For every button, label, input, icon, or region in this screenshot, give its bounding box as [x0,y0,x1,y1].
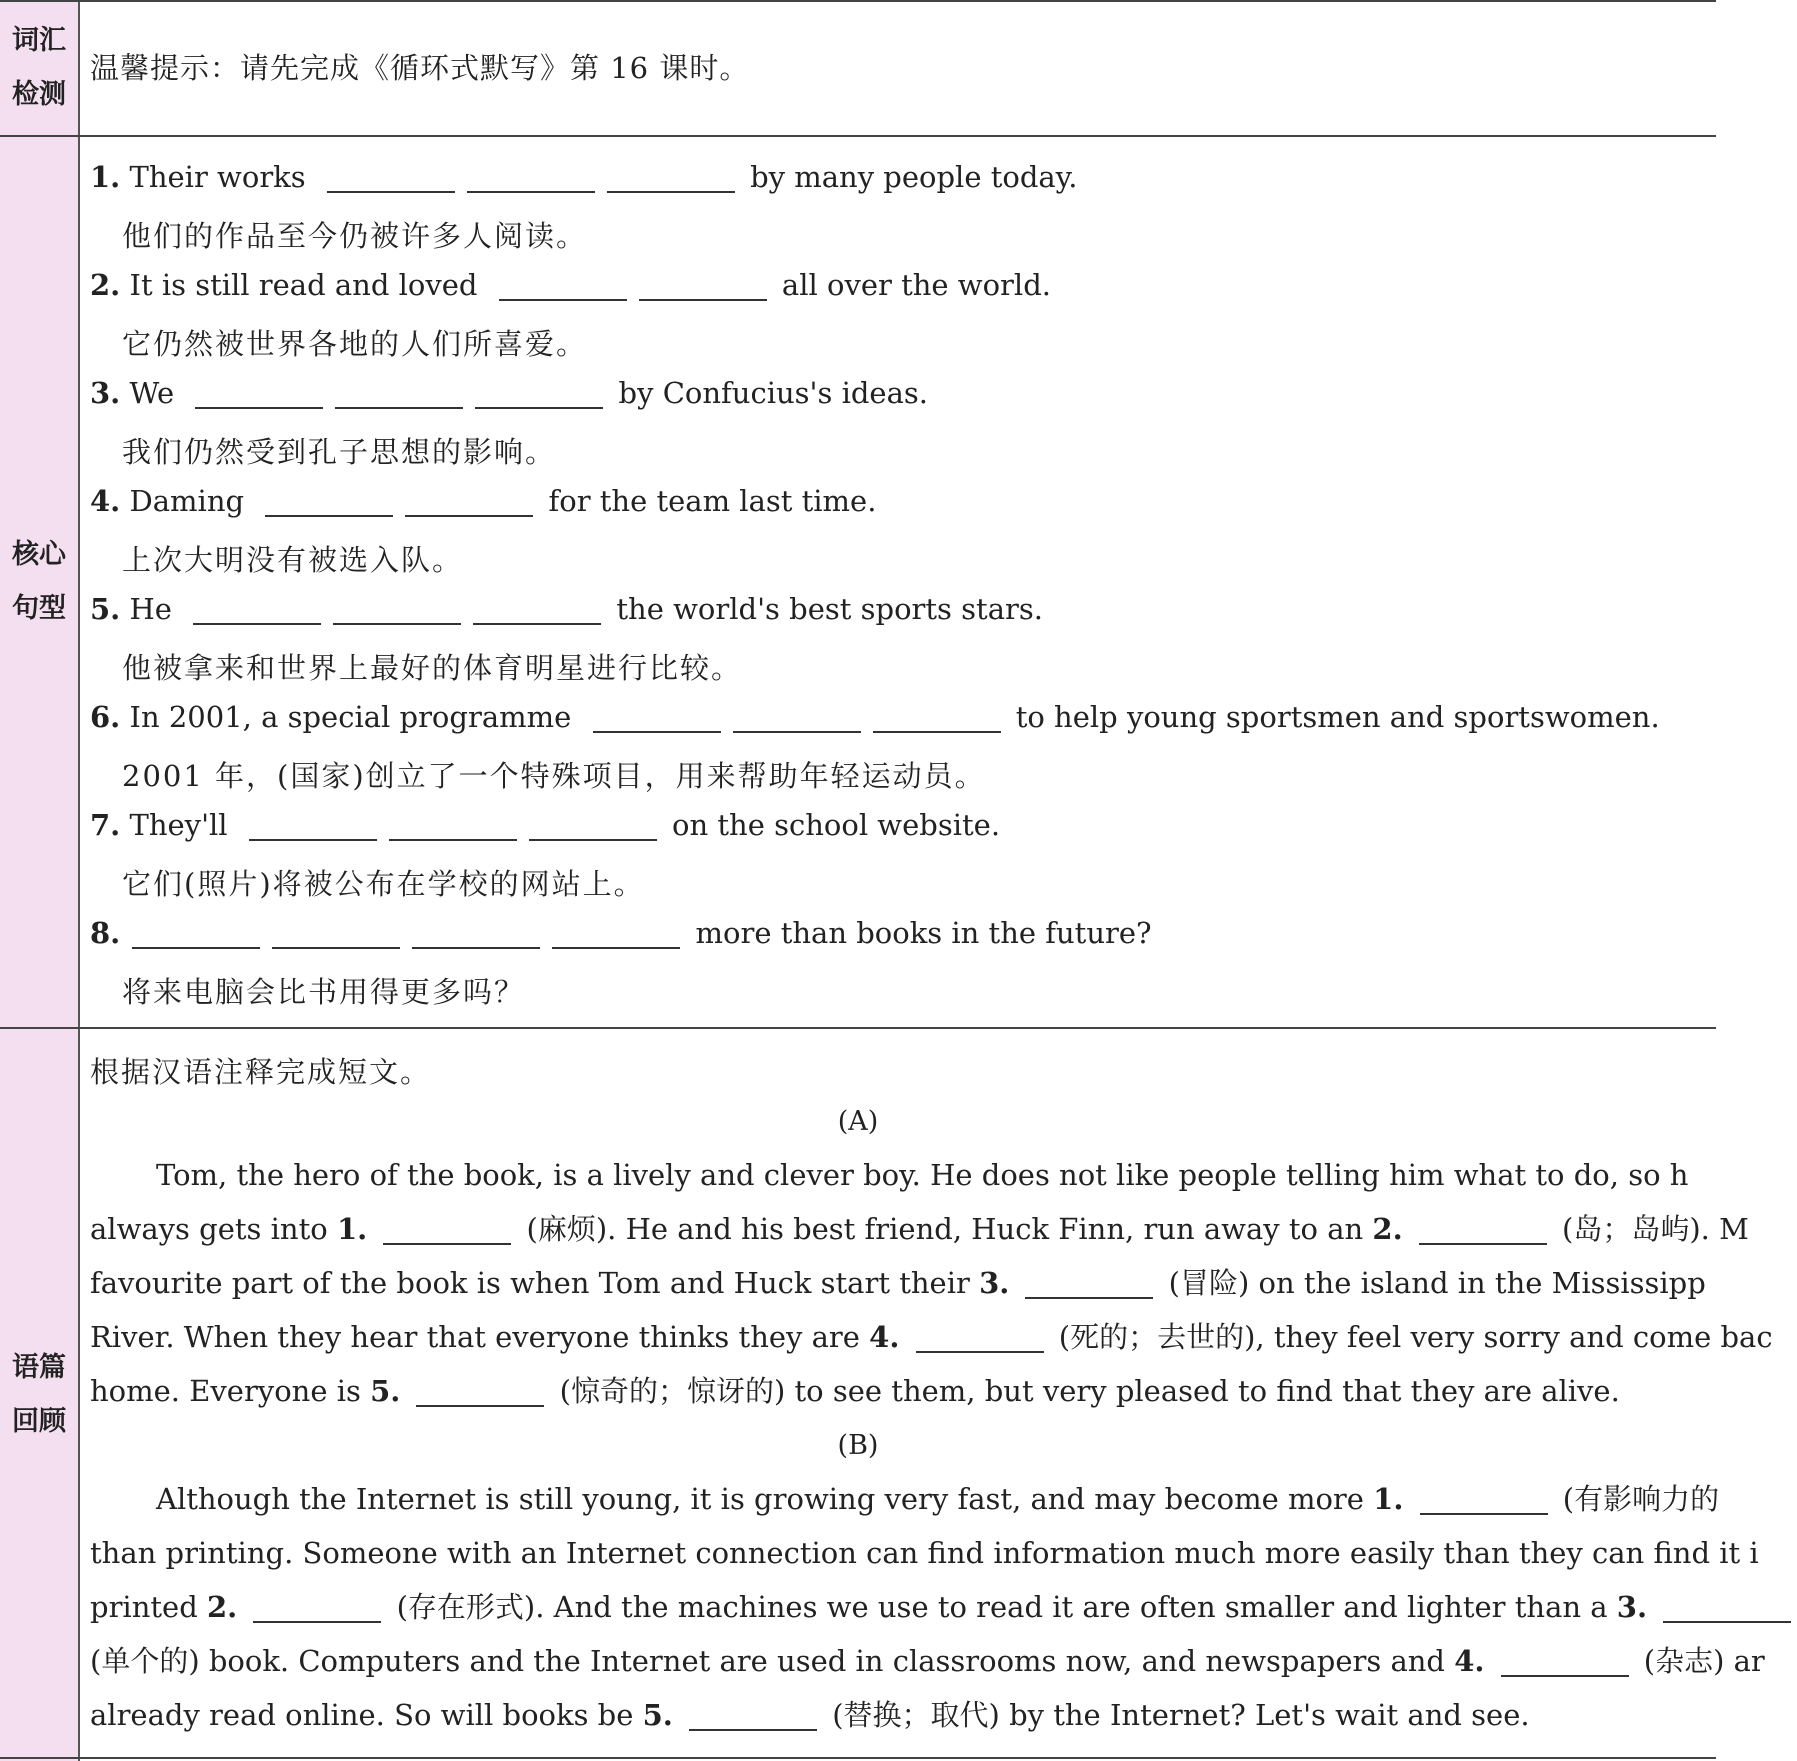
side-label-passage-line1: 语篇 [12,1351,66,1383]
answer-blank[interactable] [552,947,680,949]
item-number: 7. [90,808,121,842]
passage-line [90,1688,1730,1742]
side-label-vocab [0,0,80,136]
blank-number: 4. [869,1320,910,1354]
answer-blank[interactable] [1663,1621,1791,1623]
answer-blank[interactable] [132,947,260,949]
passage-text: (死的；去世的), they feel very sorry and come bac [1049,1320,1773,1354]
core-item [90,484,876,518]
blank-number: 5. [642,1698,683,1732]
answer-blank[interactable] [607,191,735,193]
item-text-after: on the school website. [662,808,1001,842]
answer-blank[interactable] [265,515,393,517]
item-translation: 它们(照片)将被公布在学校的网站上。 [122,867,645,901]
answer-blank[interactable] [475,407,603,409]
passage-text: Although the Internet is still young, it is growing very fast, and may become more [156,1482,1374,1516]
item-text-after: for the team last time. [539,484,877,518]
item-number: 3. [90,376,121,410]
passage-text: (存在形式). And the machines we use to read it are often smaller and lighter than a [387,1590,1617,1624]
passage-line [90,1364,1730,1418]
answer-blank[interactable] [467,191,595,193]
passage-a [90,1148,1773,1418]
core-item [90,592,1043,626]
passage-text: home. Everyone is [90,1374,371,1408]
passage-line [90,1634,1765,1688]
answer-blank[interactable] [873,731,1001,733]
passage-instruction: 根据汉语注释完成短文。 [90,1055,432,1089]
item-text-after: to help young sportsmen and sportswomen. [1006,700,1660,734]
reminder-tip: 温馨提示：请先完成《循环式默写》第 16 课时。 [90,51,750,85]
core-item [90,376,928,410]
passage-text: always gets into [90,1212,337,1246]
side-label-core-line1: 核心 [12,539,66,570]
item-text-before: We [120,376,184,410]
core-item [90,808,1000,842]
item-number: 2. [90,268,121,302]
answer-blank[interactable] [639,299,767,301]
side-label-passage-line2: 回顾 [12,1405,66,1437]
answer-blank[interactable] [1420,1513,1548,1515]
answer-blank[interactable] [249,839,377,841]
answer-blank[interactable] [193,623,321,625]
divider-vocab-core [0,135,1716,137]
passage-b [90,1472,1765,1742]
item-translation: 2001 年，(国家)创立了一个特殊项目，用来帮助年轻运动员。 [122,759,986,793]
item-number: 5. [90,592,121,626]
answer-blank[interactable] [689,1729,817,1731]
item-text-before: They'll [120,808,237,842]
item-translation: 上次大明没有被选入队。 [122,543,464,577]
passage-line [90,1256,1730,1310]
passage-text: (单个的) book. Computers and the Internet are used in classrooms now, and newspapers and [90,1644,1455,1678]
item-text-before: Daming [120,484,254,518]
answer-blank[interactable] [733,731,861,733]
passage-b-label: (B) [837,1430,879,1461]
answer-blank[interactable] [272,947,400,949]
passage-text: already read online. So will books be [90,1698,643,1732]
answer-blank[interactable] [499,299,627,301]
answer-blank[interactable] [253,1621,381,1623]
item-text-after: all over the world. [772,268,1051,302]
passage-line [90,1310,1773,1364]
answer-blank[interactable] [593,731,721,733]
side-label-vocab-line1: 词汇 [12,25,66,56]
divider-top [0,0,1716,2]
passage-line [90,1148,1730,1202]
item-number: 8. [90,916,121,950]
answer-blank[interactable] [1501,1675,1629,1677]
blank-number: 5. [370,1374,411,1408]
passage-text: (冒险) on the island in the Mississipp [1159,1266,1706,1300]
passage-text: (替换；取代) by the Internet? Let's wait and see. [823,1698,1530,1732]
passage-text: than printing. Someone with an Internet connection can find information much more easily than they can find it i [90,1536,1759,1570]
item-text-after: by many people today. [740,160,1078,194]
item-number: 4. [90,484,121,518]
item-text-before: Their works [120,160,315,194]
passage-a-label: (A) [837,1106,879,1137]
answer-blank[interactable] [529,839,657,841]
blank-number: 4. [1454,1644,1495,1678]
item-translation: 他们的作品至今仍被许多人阅读。 [122,219,588,253]
item-number: 6. [90,700,121,734]
blank-number: 2. [206,1590,248,1624]
core-item [90,160,1077,194]
item-translation: 他被拿来和世界上最好的体育明星进行比较。 [122,651,743,685]
item-translation: 它仍然被世界各地的人们所喜爱。 [122,327,588,361]
side-label-core-line2: 句型 [12,593,66,624]
answer-blank[interactable] [412,947,540,949]
blank-number: 2. [1372,1212,1413,1246]
passage-text: Tom, the hero of the book, is a lively and clever boy. He does not like people telling him what to do, so h [156,1158,1689,1192]
item-text-after: by Confucius's ideas. [609,376,928,410]
passage-text: (麻烦). He and his best friend, Huck Finn, run away to an [517,1212,1373,1246]
answer-blank[interactable] [405,515,533,517]
answer-blank[interactable] [1419,1243,1547,1245]
passage-text: (有影响力的 [1553,1482,1720,1516]
answer-blank[interactable] [327,191,455,193]
side-label-core [0,136,80,1028]
blank-number: 3. [1616,1590,1658,1624]
item-translation: 将来电脑会比书用得更多吗？ [122,975,526,1009]
answer-blank[interactable] [333,623,461,625]
blank-number: 3. [979,1266,1020,1300]
passage-text: favourite part of the book is when Tom and Huck start their [90,1266,980,1300]
answer-blank[interactable] [335,407,463,409]
side-label-passage [0,1028,80,1761]
answer-blank[interactable] [916,1351,1044,1353]
side-label-vocab-line2: 检测 [12,79,66,110]
blank-number: 1. [336,1212,378,1246]
answer-blank[interactable] [195,407,323,409]
item-text-after: the world's best sports stars. [607,592,1043,626]
item-text-before: He [120,592,182,626]
item-number: 1. [90,160,121,194]
passage-line [90,1526,1759,1580]
core-item [90,700,1660,734]
passage-text: (惊奇的；惊讶的) to see them, but very pleased to find that they are alive. [550,1374,1620,1408]
core-item [90,268,1051,302]
answer-blank[interactable] [389,839,517,841]
answer-blank[interactable] [416,1405,544,1407]
passage-text: (岛；岛屿). M [1552,1212,1749,1246]
divider-core-passage [0,1027,1716,1029]
passage-text: printed [90,1590,207,1624]
item-translation: 我们仍然受到孔子思想的影响。 [122,435,557,469]
item-text-after: more than books in the future? [686,916,1152,950]
core-item [90,916,1152,950]
divider-bottom [0,1757,1716,1759]
item-text-before: In 2001, a special programme [120,700,581,734]
passage-text: River. When they hear that everyone thinks they are [90,1320,870,1354]
answer-blank[interactable] [1025,1297,1153,1299]
passage-line [90,1202,1749,1256]
passage-text: (杂志) ar [1634,1644,1765,1678]
blank-number: 1. [1373,1482,1414,1516]
item-text-before: It is still read and loved [120,268,487,302]
passage-line [90,1580,1730,1634]
answer-blank[interactable] [473,623,601,625]
passage-line [90,1472,1730,1526]
answer-blank[interactable] [383,1243,511,1245]
